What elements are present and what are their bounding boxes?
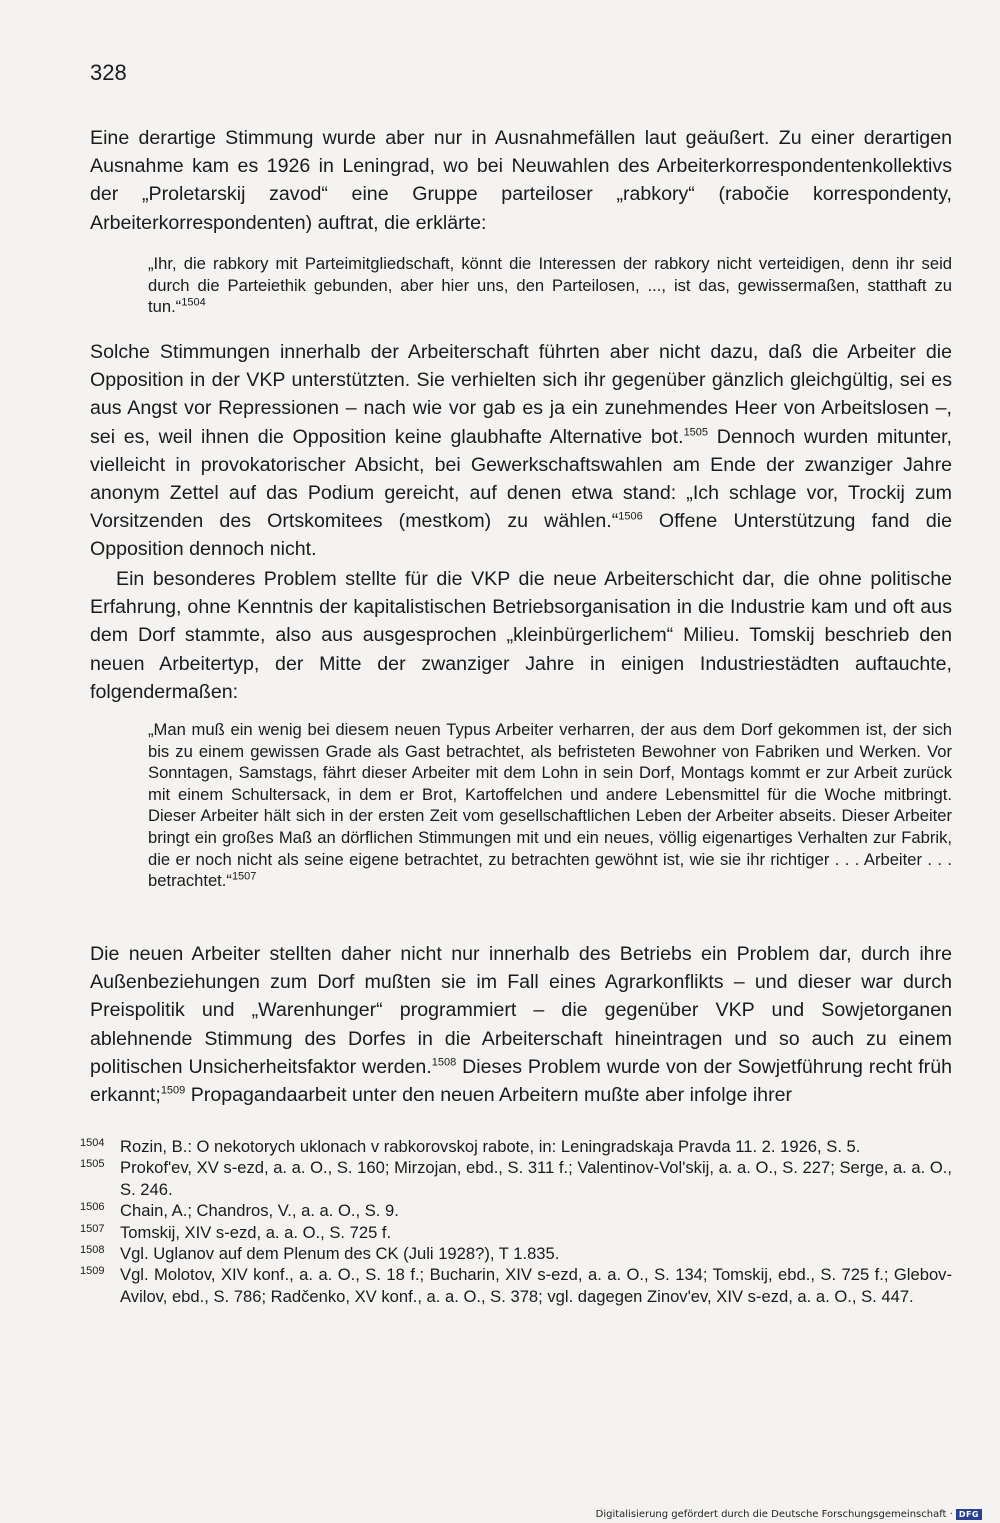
paragraph-text: Eine derartige Stimmung wurde aber nur in Ausnahmefällen laut geäußert. Zu einer derartigen Ausnahme kam es 1926 in Leningrad, wo bei Neuwahlen des Arbeiterkorrespondentenkollektivs der „Proletarskij zavod“ eine Gruppe parteiloser „rabkory“ (rabočie korrespondenty, Arbeiterkorrespondenten) auftrat, die erklärte: xyxy=(90,127,952,234)
block-quote-1 xyxy=(148,253,952,318)
paragraph-text-part: Dennoch wurden mitunter, vielleicht in provokatorischer Absicht, bei Gewerkschaftswahlen am Ende der zwanziger Jahre anonym Zettel auf das Podium gereicht, auf denen etwa stand: „Ich schlage vor, Trockij zum Vorsitzenden des Ortskomitees (mestkom) zu wählen.“ xyxy=(90,425,952,533)
footnote-number: 1505 xyxy=(80,1158,105,1171)
body-paragraph-1 xyxy=(90,124,952,237)
footnote-text: Rozin, B.: O nekotorych uklonach v rabkorovskoj rabote, in: Leningradskaja Pravda 11. 2. 1926, S. 5. xyxy=(120,1137,861,1156)
paragraph-text xyxy=(90,338,952,564)
paragraph-text-part: Propagandaarbeit unter den neuen Arbeitern mußte aber infolge ihrer xyxy=(185,1084,793,1107)
footnotes-section xyxy=(80,1136,952,1307)
footnote-number: 1504 xyxy=(80,1137,105,1149)
footnote-number: 1508 xyxy=(80,1244,105,1257)
footnote-text: Prokof'ev, XV s-ezd, a. a. O., S. 160; Mirzojan, ebd., S. 311 f.; Valentinov-Vol'skij, a. a. O., S. 227; Serge, a. a. O., S. 246. xyxy=(120,1158,952,1199)
footnote-number: 1509 xyxy=(80,1265,105,1278)
footnote-ref[interactable]: 1507 xyxy=(231,870,257,883)
paragraph-text: Ein besonderes Problem stellte für die VKP die neue Arbeiterschicht dar, die ohne politische Erfahrung, ohne Kenntnis der kapitalistischen Betriebsorganisation in die Industrie kam und oft aus dem Dorf stammte, also aus ausgesprochen „kleinbürgerlichem“ Milieu. Tomskij beschrieb den neuen Arbeitertyp, der Mitte der zwanziger Jahre in einigen Industriestädten auftauchte, folgendermaßen: xyxy=(90,568,952,703)
body-paragraph-2 xyxy=(90,338,952,564)
footnote-ref[interactable]: 1504 xyxy=(181,296,206,309)
footnote xyxy=(80,1264,952,1307)
quote-text: „Ihr, die rabkory mit Parteimitgliedschaft, könnt die Interessen der rabkory nicht verteidigen, denn ihr seid durch die Parteiethik gebunden, aber hier uns, den Parteilosen, ..., ist das, gewissermaßen, statthaft zu tun.“ xyxy=(148,254,952,317)
footnote-ref[interactable]: 1506 xyxy=(618,510,643,523)
paragraph-text xyxy=(90,940,952,1109)
footnote xyxy=(80,1136,952,1157)
footnote-text: Tomskij, XIV s-ezd, a. a. O., S. 725 f. xyxy=(120,1222,392,1242)
footnote-ref[interactable]: 1505 xyxy=(683,426,709,439)
quote-text: „Man muß ein wenig bei diesem neuen Typus Arbeiter verharren, der aus dem Dorf gekommen ist, der sich bis zu einem gewissen Grade als Gast betrachtet, als befristeten Bewohner von Fabriken und Werken. Vor Sonntagen, Samstags, fährt dieser Arbeiter mit dem Lohn in sein Dorf, Montags kommt er zur Arbeit zurück mit einem Schultersack, in dem er Brot, Kartoffelchen und andere Lebensmittel für die Woche mitbringt. Dieser Arbeiter hält sich in der ersten Zeit vom gesellschaftlichen Leben der Arbeiter abseits. Dieser Arbeiter bringt ein großes Maß an dörflichen Stimmungen mit und ein neues, völlig eigenartiges Verhalten zur Fabrik, die er noch nicht als seine eigene betrachtet, zu betrachten gewöhnt ist, wie sie ihr richtiger . . . Arbeiter . . . betrachtet.“ xyxy=(148,720,952,891)
paragraph-text-part: Dieses Problem wurde von der Sowjetführung recht früh erkannt; xyxy=(90,1055,953,1107)
footnote-number: 1507 xyxy=(80,1222,105,1235)
body-paragraph-3 xyxy=(90,565,952,706)
footnote xyxy=(80,1222,952,1243)
block-quote-2 xyxy=(148,719,952,892)
footnote-text: Vgl. Molotov, XIV konf., a. a. O., S. 18 f.; Bucharin, XIV s-ezd, a. a. O., S. 134; Tomskij, ebd., S. 725 f.; Glebov-Avilov, ebd., S. 786; Radčenko, XV konf., a. a. O., S. 378; vgl. dagegen Zinov'ev, XIV s-ezd, a. a. O., S. 447. xyxy=(120,1265,952,1306)
footnote xyxy=(80,1200,952,1221)
paragraph-text-part: Offene Unterstützung fand die Opposition dennoch nicht. xyxy=(90,510,952,561)
footnote xyxy=(80,1243,952,1264)
footnote xyxy=(80,1157,952,1200)
digitization-credit xyxy=(596,1509,982,1520)
footnote-ref[interactable]: 1508 xyxy=(431,1056,457,1069)
footnote-text: Chain, A.; Chandros, V., a. a. O., S. 9. xyxy=(120,1201,399,1221)
paragraph-text-part: Die neuen Arbeiter stellten daher nicht nur innerhalb des Betriebs ein Problem dar, durch ihre Außenbeziehungen zum Dorf mußten sie im Fall eines Agrarkonflikts – und dieser war durch Preispolitik und „Warenhunger“ programmiert – die gegenüber VKP und Sowjetorganen ablehnende Stimmung des Dorfes in die Arbeiterschaft hineintragen und so auch zu einem politischen Unsicherheitsfaktor werden. xyxy=(90,943,952,1078)
footnote-ref[interactable]: 1509 xyxy=(160,1084,186,1097)
paragraph-text-part: Solche Stimmungen innerhalb der Arbeiterschaft führten aber nicht dazu, daß die Arbeiter die Opposition in der VKP unterstützten. Sie verhielten sich ihr gegenüber gänzlich gleichgültig, sei es aus Angst vor Repressionen – nach wie vor gab es ja ein zunehmendes Heer von Arbeitslosen –, sei es, weil ihnen die Opposition keine glaubhafte Alternative bot. xyxy=(90,341,952,448)
dfg-logo-icon: DFG xyxy=(956,1509,982,1520)
footnote-number: 1506 xyxy=(80,1201,105,1214)
digitization-credit-text: Digitalisierung gefördert durch die Deutsche Forschungsgemeinschaft · xyxy=(595,1509,953,1520)
body-paragraph-4 xyxy=(90,940,952,1109)
footnote-text: Vgl. Uglanov auf dem Plenum des CK (Juli 1928?), T 1.835. xyxy=(120,1244,560,1264)
page-number: 328 xyxy=(90,60,127,85)
